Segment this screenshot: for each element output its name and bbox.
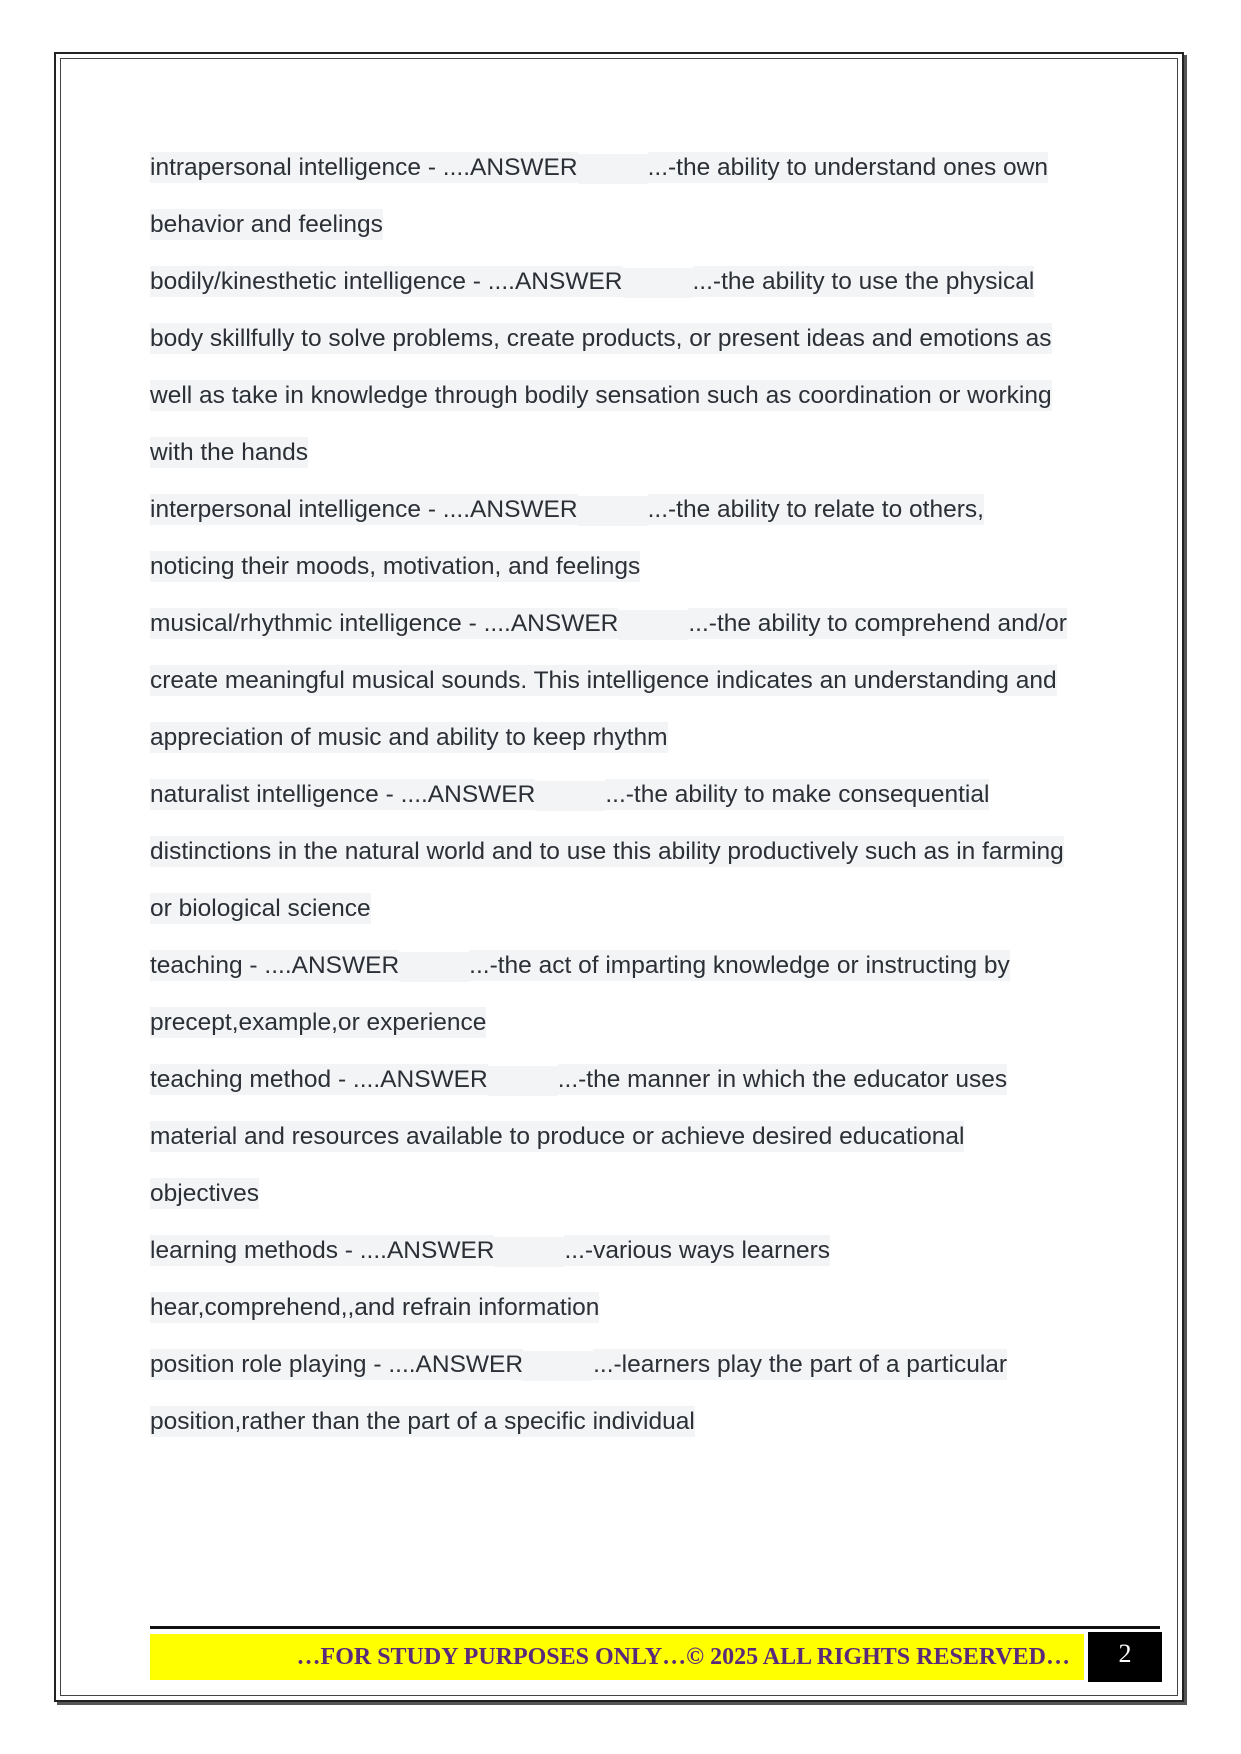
entry-definition-continued: objectives bbox=[150, 1180, 259, 1207]
entry-definition-continued: position,rather than the part of a specific individual bbox=[150, 1408, 695, 1435]
entry-term: position role playing - ....ANSWER bbox=[150, 1351, 524, 1378]
entry-continuation-line bbox=[150, 661, 1090, 718]
entry-continuation-line bbox=[150, 376, 1090, 433]
entry-definition: ...-the act of imparting knowledge or instructing by bbox=[469, 952, 1010, 979]
footer-rule bbox=[150, 1626, 1160, 1629]
entry-first-line bbox=[150, 1231, 1090, 1288]
entry-first-line bbox=[150, 775, 1090, 832]
flashcard-list bbox=[150, 148, 1090, 1459]
entry-definition: ...-the ability to understand ones own bbox=[647, 154, 1048, 181]
entry-definition-continued: noticing their moods, motivation, and feelings bbox=[150, 553, 641, 580]
entry-term: musical/rhythmic intelligence - ....ANSWER bbox=[150, 610, 619, 637]
answer-gap bbox=[488, 1066, 558, 1096]
entry-term: learning methods - ....ANSWER bbox=[150, 1237, 495, 1264]
entry-definition-continued: create meaningful musical sounds. This intelligence indicates an understanding and bbox=[150, 667, 1057, 694]
answer-gap bbox=[494, 1237, 564, 1267]
entry-definition-continued: material and resources available to produce or achieve desired educational bbox=[150, 1123, 965, 1150]
entry-definition: ...-learners play the part of a particular bbox=[593, 1351, 1008, 1378]
entry-continuation-line bbox=[150, 319, 1090, 376]
entry-definition: ...-the ability to comprehend and/or bbox=[688, 610, 1067, 637]
entry-continuation-line bbox=[150, 1288, 1090, 1345]
footer-notice: …FOR STUDY PURPOSES ONLY…© 2025 ALL RIGHTS RESERVED… bbox=[150, 1634, 1084, 1680]
entry-definition-continued: behavior and feelings bbox=[150, 211, 383, 238]
entry-definition-continued: appreciation of music and ability to keep rhythm bbox=[150, 724, 668, 751]
entry-definition: ...-the ability to use the physical bbox=[692, 268, 1035, 295]
answer-gap bbox=[399, 952, 469, 982]
answer-gap bbox=[618, 610, 688, 640]
entry-first-line bbox=[150, 1345, 1090, 1402]
entry-term: teaching method - ....ANSWER bbox=[150, 1066, 488, 1093]
entry-continuation-line bbox=[150, 832, 1090, 889]
entry-definition: ...-various ways learners bbox=[564, 1237, 830, 1264]
entry-continuation-line bbox=[150, 1402, 1090, 1459]
entry-continuation-line bbox=[150, 889, 1090, 946]
entry-continuation-line bbox=[150, 718, 1090, 775]
entry-definition-continued: hear,comprehend,,and refrain information bbox=[150, 1294, 600, 1321]
entry-term: intrapersonal intelligence - ....ANSWER bbox=[150, 154, 578, 181]
answer-gap bbox=[578, 154, 648, 184]
entry-term: interpersonal intelligence - ....ANSWER bbox=[150, 496, 578, 523]
entry-continuation-line bbox=[150, 1117, 1090, 1174]
entry-definition: ...-the ability to relate to others, bbox=[647, 496, 984, 523]
entry-definition-continued: body skillfully to solve problems, create products, or present ideas and emotions as bbox=[150, 325, 1052, 352]
entry-definition-continued: or biological science bbox=[150, 895, 371, 922]
entry-continuation-line bbox=[150, 1174, 1090, 1231]
entry-first-line bbox=[150, 148, 1090, 205]
entry-definition: ...-the ability to make consequential bbox=[605, 781, 990, 808]
entry-first-line bbox=[150, 490, 1090, 547]
entry-term: bodily/kinesthetic intelligence - ....ANSWER bbox=[150, 268, 623, 295]
entry-term: teaching - ....ANSWER bbox=[150, 952, 400, 979]
entry-definition-continued: distinctions in the natural world and to use this ability productively such as in farming bbox=[150, 838, 1064, 865]
answer-gap bbox=[535, 781, 605, 811]
answer-gap bbox=[523, 1351, 593, 1381]
entry-first-line bbox=[150, 262, 1090, 319]
entry-continuation-line bbox=[150, 433, 1090, 490]
answer-gap bbox=[623, 268, 693, 298]
entry-definition-continued: well as take in knowledge through bodily sensation such as coordination or working bbox=[150, 382, 1052, 409]
entry-continuation-line bbox=[150, 1003, 1090, 1060]
entry-first-line bbox=[150, 946, 1090, 1003]
entry-continuation-line bbox=[150, 547, 1090, 604]
entry-first-line bbox=[150, 604, 1090, 661]
page-number: 2 bbox=[1088, 1632, 1162, 1682]
entry-continuation-line bbox=[150, 205, 1090, 262]
entry-definition: ...-the manner in which the educator uses bbox=[557, 1066, 1008, 1093]
entry-first-line bbox=[150, 1060, 1090, 1117]
answer-gap bbox=[578, 496, 648, 526]
entry-definition-continued: with the hands bbox=[150, 439, 308, 466]
entry-term: naturalist intelligence - ....ANSWER bbox=[150, 781, 536, 808]
entry-definition-continued: precept,example,or experience bbox=[150, 1009, 487, 1036]
